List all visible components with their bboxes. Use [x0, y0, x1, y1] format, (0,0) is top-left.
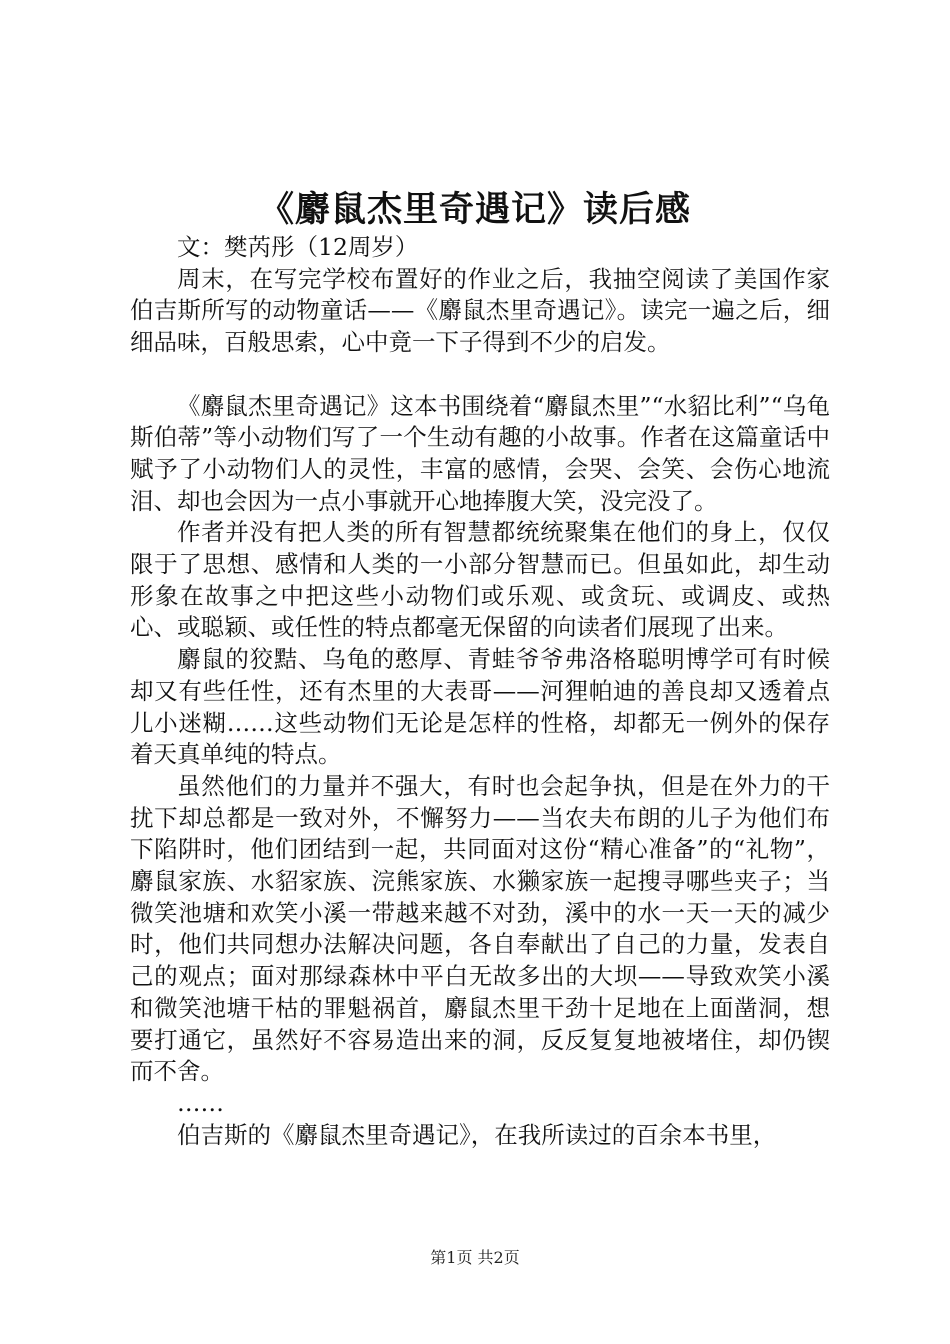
paragraph-6: 伯吉斯的《麝鼠杰里奇遇记》，在我所读过的百余本书里， [177, 1120, 777, 1149]
paragraph-5: 虽然他们的力量并不强大，有时也会起争执，但是在外力的干扰下却总都是一致对外，不懈努力——当农夫布朗的儿子为他们布下陷阱时，他们团结到一起，共同面对这份“精心准备”的“礼物”，麝鼠家族、水貂家族、浣熊家族、水獭家族一起搜寻哪些夹子；当微笑池塘和欢笑小溪一带越来越不对劲，溪中的水一天一天的减少时，他们共同想办法解决问题，各自奉献出了自己的力量，发表自己的观点；面对那绿森林中平白无故多出的大坝——导致欢笑小溪和微笑池塘干枯的罪魁祸首，麝鼠杰里干劲十足地在上面凿洞，想要打通它，虽然好不容易造出来的洞，反反复复地被堵住，却仍锲而不舍。 [130, 771, 830, 1086]
blank-line [130, 359, 830, 391]
paragraph-1: 周末，在写完学校布置好的作业之后，我抽空阅读了美国作家伯吉斯所写的动物童话——《麝鼠杰里奇遇记》。读完一遍之后，细细品味，百般思索，心中竟一下子得到不少的启发。 [130, 264, 830, 357]
document-title: 《麝鼠杰里奇遇记》读后感 [258, 189, 691, 230]
paragraph-2: 《麝鼠杰里奇遇记》这本书围绕着“麝鼠杰里”“水貂比利”“乌龟斯伯蒂”等小动物们写了一个生动有趣的小故事。作者在这篇童话中赋予了小动物们人的灵性，丰富的感情，会哭、会笑、会伤心地流泪、却也会因为一点小事就开心地捧腹大笑，没完没了。 [130, 391, 830, 515]
document-body [130, 232, 830, 1151]
paragraph-4: 麝鼠的狡黠、乌龟的憨厚、青蛙爷爷弗洛格聪明博学可有时候却又有些任性，还有杰里的大表哥——河狸帕迪的善良却又透着点儿小迷糊……这些动物们无论是怎样的性格，却都无一例外的保存着天真单纯的特点。 [130, 645, 830, 769]
page-footer: 第1页 共2页 [430, 1248, 520, 1267]
ellipsis-line: …… [177, 1088, 224, 1117]
author-line: 文：樊芮彤（12周岁） [177, 233, 419, 261]
paragraph-3: 作者并没有把人类的所有智慧都统统聚集在他们的身上，仅仅限于了思想、感情和人类的一小部分智慧而已。但虽如此，却生动形象在故事之中把这些小动物们或乐观、或贪玩、或调皮、或热心、或聪颖、或任性的特点都毫无保留的向读者们展现了出来。 [130, 518, 830, 642]
